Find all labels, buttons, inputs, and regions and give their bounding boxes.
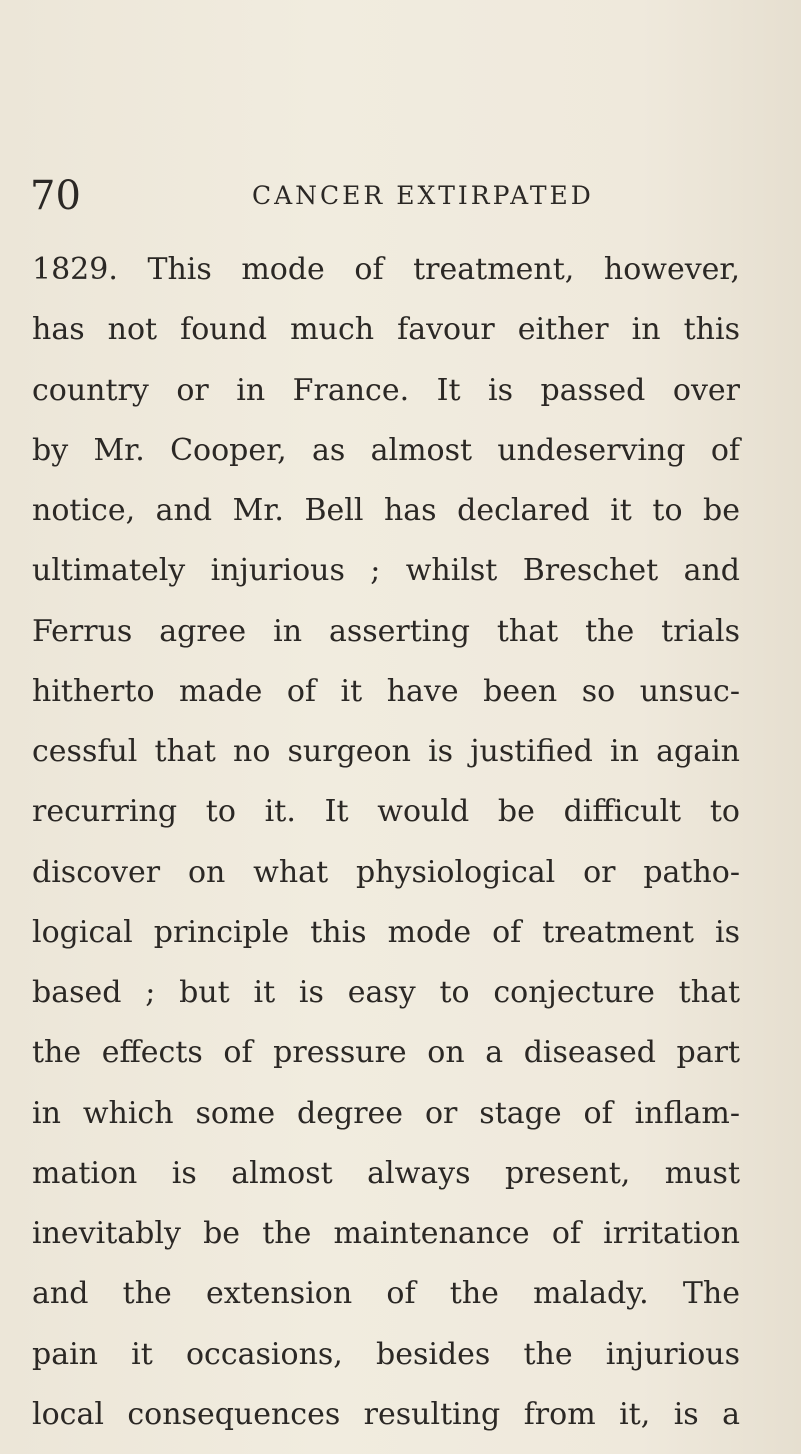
text-line: 1829. This mode of treatment, however, — [32, 252, 740, 287]
text-line: pain it occasions, besides the injurious — [32, 1336, 740, 1372]
text-line: hitherto made of it have been so unsuc- — [32, 673, 740, 709]
text-line: recurring to it. It would be difficult to — [32, 794, 740, 830]
text-line: Ferrus agree in asserting that the trials — [32, 613, 740, 649]
text-line: by Mr. Cooper, as almost undeserving of — [32, 432, 740, 468]
text-line: has not found much favour either in this — [32, 312, 740, 348]
page-number: 70 — [30, 173, 81, 219]
text-line: based ; but it is easy to conjecture that — [32, 975, 740, 1010]
text-line: notice, and Mr. Bell has declared it to be — [32, 493, 740, 528]
text-line: in which some degree or stage of inflam- — [32, 1095, 740, 1131]
text-line: ultimately injurious ; whilst Breschet and — [32, 553, 740, 589]
text-line: and the extension of the malady. The — [32, 1276, 740, 1312]
text-line: inevitably be the maintenance of irritation — [32, 1216, 740, 1251]
text-line: mation is almost always present, must — [32, 1155, 740, 1191]
text-line: the effects of pressure on a diseased part — [32, 1035, 740, 1071]
page-header — [30, 166, 770, 226]
text-line: discover on what physiological or patho- — [32, 854, 740, 890]
body-text — [32, 240, 740, 1445]
text-line: country or in France. It is passed over — [32, 372, 740, 408]
text-line: local consequences resulting from it, is a — [32, 1396, 740, 1432]
text-line: logical principle this mode of treatment is — [32, 914, 740, 950]
text-line: cessful that no surgeon is justified in again — [32, 734, 740, 769]
running-title: CANCER EXTIRPATED — [252, 181, 594, 210]
